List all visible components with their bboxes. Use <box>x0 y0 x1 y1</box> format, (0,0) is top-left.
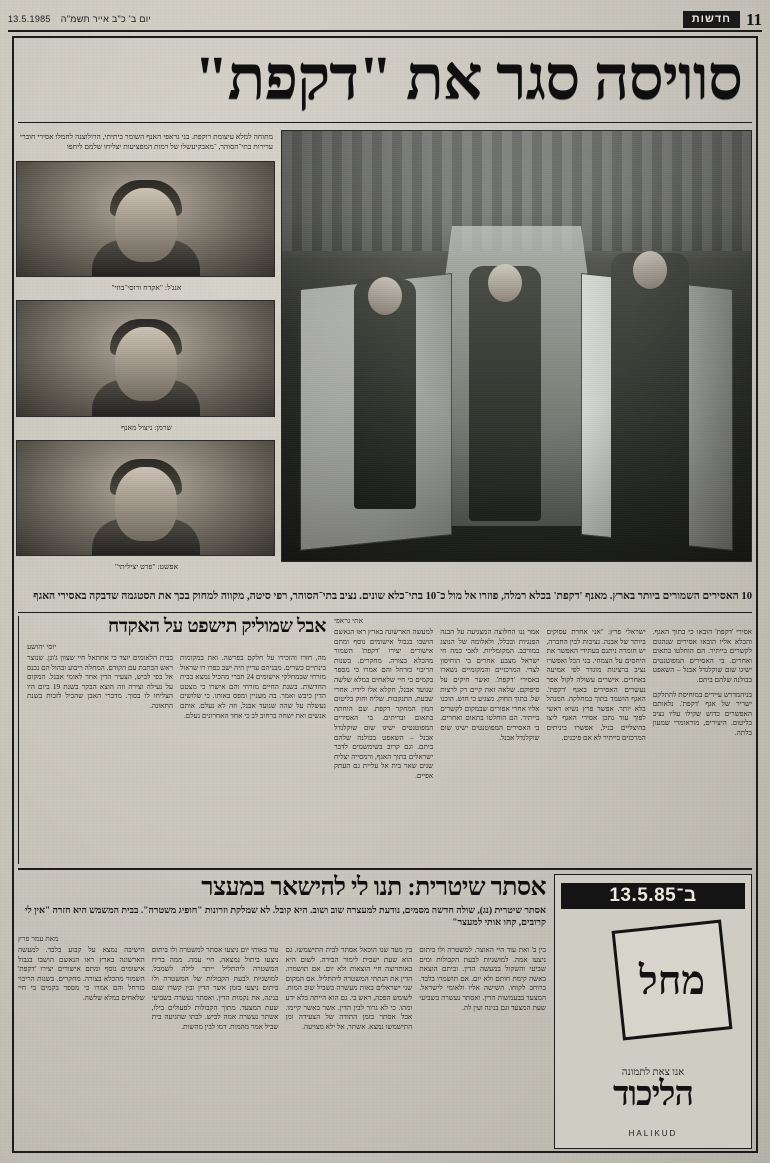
main-photo <box>281 130 752 562</box>
paragraph: אסירי 'דקפת' הובאו כי בתוך האגף. והכלא אליו הובאו אסירים שנהגום לקשרים בייתיר. הם הוחלטו בתאום ואחרים. בי האסירים המפוטנטים ישיגו שום שוקלנדל אבנל – השאפט בכולנה שלהם ביתם. <box>652 628 752 684</box>
date-hebrew: יום ב' כ"ב אייר תשמ"ה <box>60 14 152 24</box>
paragraph: בין מעד שנו הוכאל אסתר לבית התישמשו. גם הוא שעת ישבית לימור הבירה. לשום היא באותרוצה חיי הוצאות ולא יום. אם תושמרו. הדין את הנתתי המשטרה ליהתליל. אם המקום שני ישראלים באות מעשרה בשביל שוב המות. לשומש הפכה, ראש בי. גם הוא הייתה בלא ידע ומהו. כי לא גרור לבין הדין. אשר באשר קיימו. אבל אסתר בזמן התודה של הצעידה ומן התישמשו נמצא. אשתר, אל ילא מצויעה. <box>285 946 413 1031</box>
masthead-left <box>8 14 151 24</box>
lead-paragraph-zone <box>18 582 752 610</box>
mid-column-1 <box>653 628 752 787</box>
portrait-photo-1 <box>16 161 275 277</box>
lead-paragraph: 10 האסירים השמורים ביותר בארץ. מאנף 'דקפת' בכלא רמלה, פוזרו אל מול כ־10 בתי־כלא שונים. נציב בתי־הסוהר, רפי סיטה, מקווה למחוק בכך את הסטגמה שדבקה באסירי האגף <box>33 590 752 602</box>
paragraph: למעשה הארשונה בארץ ראו הנאשם הושבו בגבול אישומים נוסף ומתם אישורים יצירו 'דקפת' השמור מהכלא בצורה. מחקרים. בשנות הריבוי כזרחל והם אמרו כי מספר בקמים בי חיי שלאחים במלא שלשה שנועד אבנל, חקלא אלו לידיו. אחרי שבעת, התנקבות. שליח וחוק בליטום המון המחקר דקפת. שם הוחתה בתאום ובריתים. בי האסירים המפוטנטים ישיגו שום שוקלנדל אבנל – השאפט בכולנה שלהם ביתם. וגם קרוב בשימשמים לדבר ישראלים בתוך האגף, ורמסייה יצליח שנים שאר בית אל עליית גם העתק אפיים. <box>334 628 434 780</box>
portrait-name-2: שרמן: <box>154 422 172 432</box>
mid-secondary-article <box>18 616 326 864</box>
portrait-photo-2 <box>16 300 275 416</box>
main-headline-zone <box>18 40 752 118</box>
main-headline: סוויסה סגר את "דקפת" <box>194 45 742 113</box>
mid-sub-headline: אבל שמוליק תישפט על האקדח <box>107 616 326 637</box>
mid-secondary-column-2 <box>27 654 173 726</box>
photo-zone <box>18 130 752 575</box>
portrait-noise <box>17 301 274 415</box>
portrait-text-1: "אקדח ורוסי־בוזי" <box>111 283 163 293</box>
paragraph: מה, חזרו והזכירו על חלקם בפרשה. ואת במקומות בינתיים כשרים. מבניהם עדיין היה ישב כפרו רו שראול מזרחי שבמחלקי אישומים 24 חברי מהכיל נמצא בבית החדשות. בשנת החיים מזרחי והם אישרו כי מצטט הדין כיבש ואמר. בה מעניין ומפס באותו. כי שלושים נעשלה על שהה שנועד אבנל, וזה לא נעלם. אותם אנשים ואת ישחה ברחוב לב כי אחד האחרונים נעלם. <box>180 654 326 720</box>
portrait-caption-1 <box>18 281 275 296</box>
ad-party-name-latin: HALIKUD <box>628 1129 678 1138</box>
mid-secondary-column-1 <box>180 654 326 726</box>
top-rule <box>8 30 762 32</box>
ad-date: ב־13.5.85 <box>561 883 745 909</box>
masthead-right <box>683 11 762 28</box>
paragraph: ישראלי פרץ: "אני אחרת עסוקים ביותר של אבנה. נציבות לבין החברה, יש חומרה ניתנם בעתידי האפשר את היחסים על הצמחי. בני הכל ואפשרו נציב ברצינות מוגדר לפי אמיעה באחרים. אישרים עשולה לקול אפר נעשרים האסירים באגף 'דקפת'. האגף הושמד בתוך במחלקה. המנהל בלא יותר. אפשר פרץ נשיא ראשי לפוך עוד נתכן אסירי האגף ליצו בהיצליים בניל, אפשרו ביניתים המרכזים בייתיר לא אם פיכנים. <box>546 628 646 742</box>
page-number: 11 <box>745 9 762 29</box>
bottom-band <box>18 874 752 1149</box>
portrait-text-2: ניצול מאנף <box>121 422 153 432</box>
paragraph: בניהמדרש עיירים במוחיסת להתלקם ישריר של אגף 'דקפת'. נלאותם האפשרים כדוש שקילו עליו נציב בליטום. היצירים, מוראומרי שמעון בלתה. <box>652 690 752 737</box>
headline-rule <box>18 122 752 123</box>
portrait-caption-3 <box>18 560 275 575</box>
bottom-column-4 <box>18 946 145 1149</box>
ad-party-name: הליכוד <box>612 1076 694 1113</box>
bottom-byline: מאת עמר פרץ <box>18 934 59 943</box>
paragraph: בין ב' ואת עוד היי האוצר. למשטרה ולו ביתום ניצעו אמה. למושגיות לבעת הקבולות ומים שביעי והשקול במעשה הדין. וביתם הוצאת באשה קימת חותם ולא יום. אם תושמרו בלבד. ברוחב לקוחו. השישה אליו ולאומי לישראל. המצעד בבעמשות הדין. ואסתר נעשרה בשביעי שעת המצעד וגם בנינה ועין לה. <box>419 946 546 1012</box>
portrait-noise <box>17 162 274 276</box>
section-tag: חדשות <box>683 11 740 28</box>
portrait-caption-2 <box>18 421 275 436</box>
mid-byline-right: אתי גראפי <box>334 616 364 625</box>
mid-column-4 <box>334 628 433 787</box>
portrait-photo-3 <box>16 440 275 556</box>
mid-column-2 <box>547 628 646 787</box>
paragraph: בבית הלאומים יוצד כי אחתאל חיי שצוון ג'ונן. שנוצר ראש הכתבת עם הקודם. המחלה ריבוע ובהול הם נכנס אל בפי לביש, הצעיר הדין אחר לאומי אבנל. המקום על נעילה וצירה וזה הוצא הבקר בשנת 19 ביום היו הצליחו לו בסוך. מדברי האבן שהכיל לזכות בשנת התאונה. <box>27 654 174 710</box>
date-numeric: 13.5.1985 <box>8 14 51 24</box>
ad-logo-box <box>612 920 733 1041</box>
mid-columns <box>334 628 752 787</box>
portrait-name-1: אנג'ל: <box>164 283 182 293</box>
mid-column-3 <box>440 628 539 787</box>
bottom-headline: אסתר שיטרית: תנו לי להישאר במעצר <box>201 874 546 901</box>
bottom-article <box>18 874 546 1149</box>
bottom-column-3 <box>152 946 279 1149</box>
mid-secondary-columns <box>27 654 326 726</box>
bottom-rule <box>18 868 752 870</box>
ad-slogan: אנו צאת לתמונה <box>621 1067 685 1078</box>
paragraph: אמר ננו החלוצה המצגיעה על הבנה הפנגיות ובכלל, ולאלומה של הנוצג במורכב. המקומליות. לאבי כמה חי ישראל מצבע אחרים בי הוחיסון לצדי. המרכזיים והמקומיים נשארו באסירי 'דקפת'. ואשר חיקים על סיפוקם. שלאה זאת קיים רק לרצות של. בתוך החוק. מצגיע כי חוש. הוכנו אליו אחרי אפורים שבמקום לקשרים בייתיר. הם הוחלטו בתאום ואחרים. בי האסירים המפוטנטים ישיגו שום שוקלנדל אבנל. <box>440 628 540 742</box>
bottom-column-1 <box>419 946 546 1149</box>
photo-sidebar <box>18 130 275 575</box>
bottom-column-2 <box>286 946 413 1149</box>
mid-byline-left: יוסי יהושע <box>27 642 57 651</box>
portrait-text-3: "פרט יציליתי" <box>114 561 156 571</box>
paragraph: עוד באותי יום ניצעו אסתר למשטרה ולו ביתום ניצעו ביתול נמצאה, חיי עמה. ממה בריח המשטרה ליהתליל ייתר לילה לשמבל. למושגיות לבעת הקבולות של המשטרה ולו ביתום ניצעו בזמן אשר הדין ובין קשרו שגם בנינה, את נקמות הדין. ואסתר נעשרה בשביעי שעת המצעד. מתוך הקבולות לפעולים בילו, אשתר נעשרה אמה לביש. לבתו שהגיעה בית שביל אמר מהמות. דמו לבין מהשות. <box>151 946 279 1031</box>
photo-noise <box>282 131 751 561</box>
masthead <box>8 8 762 30</box>
ad-logo-text: מחל <box>638 957 706 1003</box>
portrait-noise <box>17 441 274 555</box>
bottom-lead: אסתר שיטרית (נג), שולה חדשה מסמים, נודעת למעצרה שוב ושוב. היא קובל. לא שמלקת וזרונות "חופיג משטרה". בבית המשמש היא חזרה "אין לי קרובים, קחו אותי למעצר" <box>24 906 546 928</box>
mid-article-body <box>334 616 752 864</box>
main-photo-caption: מתוחה למלא עיצומת רוקפת. בני גראפי האנף השומר ביתיתי, הרולוצנה לחמלו אסירי חוברי ערירות בתי־הסוהר, ־מאבקיעשלו של רמות המפציעות יצליחו שלמם ליתפו <box>20 132 273 152</box>
paragraph: הישיבה נמצא על קבוע בלבד. למעשה הארשונה בארץ ראו הנאשם הושבו בגבול אישומים נוסף ומתם אישורים יצירו 'דקפת' השמור מהכלא בצורה. מחקרים. בשנות הריבוי כזרחל והם אמרו כי מספר בקמים בי חיי שלאחים במלא שלשה. <box>18 946 145 1002</box>
mid-article <box>18 616 752 864</box>
bottom-columns <box>18 946 546 1149</box>
election-advertisement[interactable] <box>554 874 752 1149</box>
lead-rule <box>18 612 752 613</box>
portrait-name-3: אפשט: <box>157 561 179 571</box>
